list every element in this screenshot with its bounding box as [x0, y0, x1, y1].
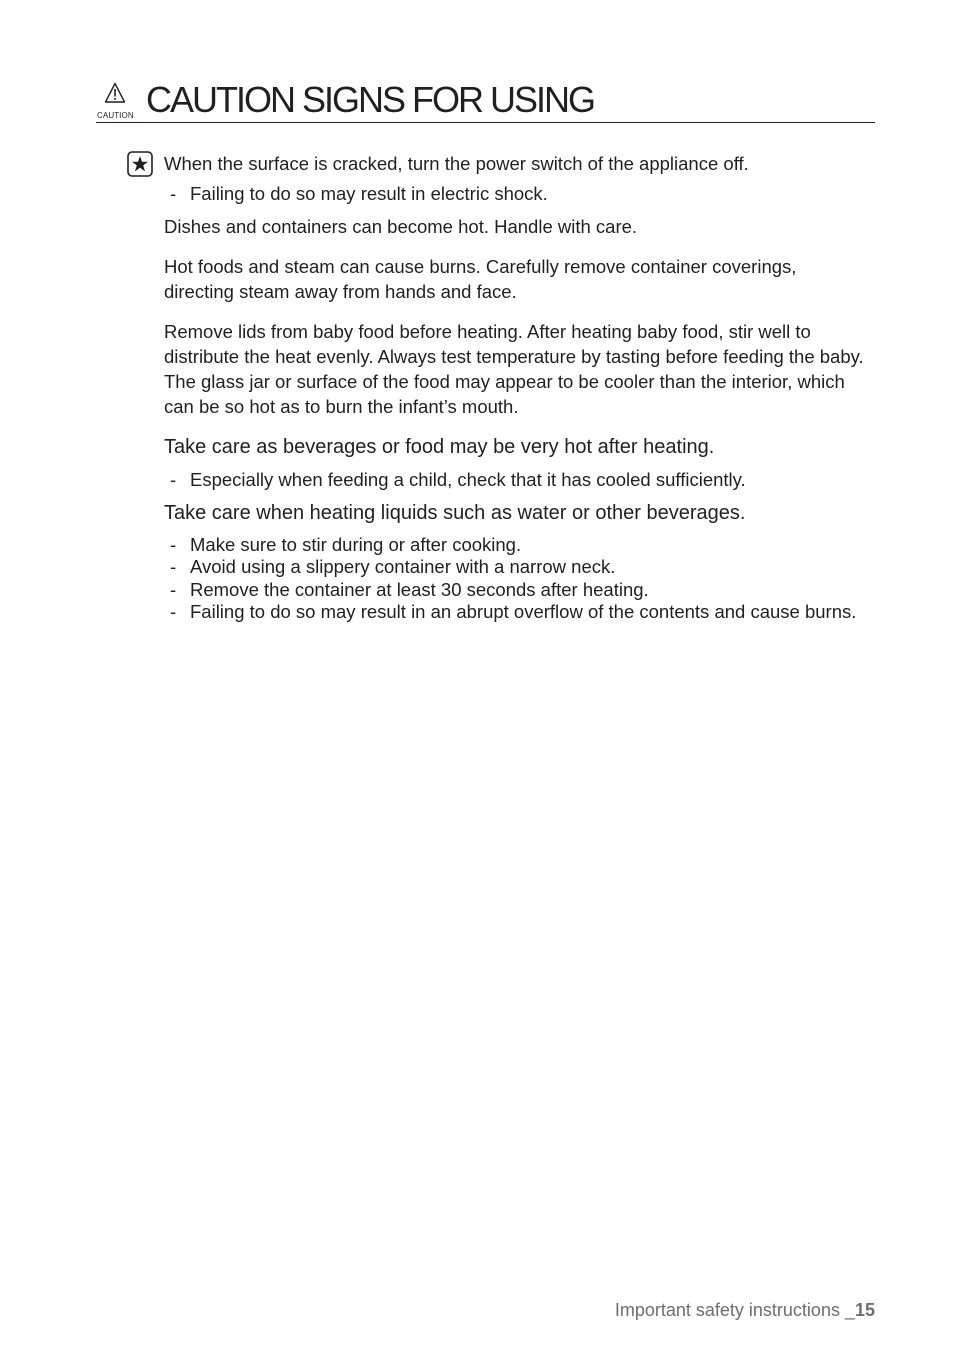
caution-sub-item-text: Remove the container at least 30 seconds after heating. [190, 579, 649, 600]
dash: - [170, 601, 177, 622]
caution-sub-item-text: Failing to do so may result in an abrupt overflow of the contents and cause burns. [190, 601, 857, 622]
dash: - [170, 579, 177, 600]
warning-triangle-icon [104, 82, 126, 104]
caution-sub-item [170, 600, 860, 623]
dash: - [170, 556, 177, 577]
caution-sub-item [170, 578, 860, 601]
caution-text: Take care as beverages or food may be very hot after heating. [164, 436, 715, 458]
dash: - [170, 183, 177, 204]
caution-text: Dishes and containers can become hot. Handle with care. [164, 216, 638, 237]
caution-text: Take care when heating liquids such as water or other beverages. [164, 502, 746, 524]
page-header [96, 78, 875, 123]
caution-sub-item-text: Failing to do so may result in electric shock. [190, 183, 548, 204]
footer-section-title: Important safety instructions _ [614, 1300, 855, 1320]
caution-text: Remove lids from baby food before heating. After heating baby food, stir well to distribute the heat evenly. Always test temperature by tasting before feeding the baby. The glass jar or surface of the food may appear to be cooler than the interior, which can be so hot as to burn the infant’s mouth. [164, 321, 864, 417]
caution-sub-item-text: Avoid using a slippery container with a narrow neck. [190, 556, 616, 577]
page-title: CAUTION SIGNS FOR USING [146, 79, 595, 120]
page-number: 15 [854, 1300, 875, 1320]
caution-sub-item [170, 555, 860, 578]
dash: - [170, 469, 177, 490]
dash: - [170, 534, 177, 555]
page-footer [615, 1300, 875, 1321]
caution-sub-item [170, 468, 860, 491]
caution-sub-item-text: Make sure to stir during or after cooking. [190, 534, 522, 555]
caution-text: When the surface is cracked, turn the power switch of the appliance off. [164, 153, 749, 174]
caution-sub-item [170, 533, 860, 556]
caution-text: Hot foods and steam can cause burns. Carefully remove container coverings, directing steam away from hands and face. [164, 256, 797, 302]
caution-sub-item [170, 182, 860, 205]
caution-icon [96, 82, 136, 120]
caution-sub-item-text: Especially when feeding a child, check that it has cooled sufficiently. [190, 469, 746, 490]
caution-icon-label: CAUTION [97, 111, 134, 120]
star-icon [127, 151, 153, 177]
